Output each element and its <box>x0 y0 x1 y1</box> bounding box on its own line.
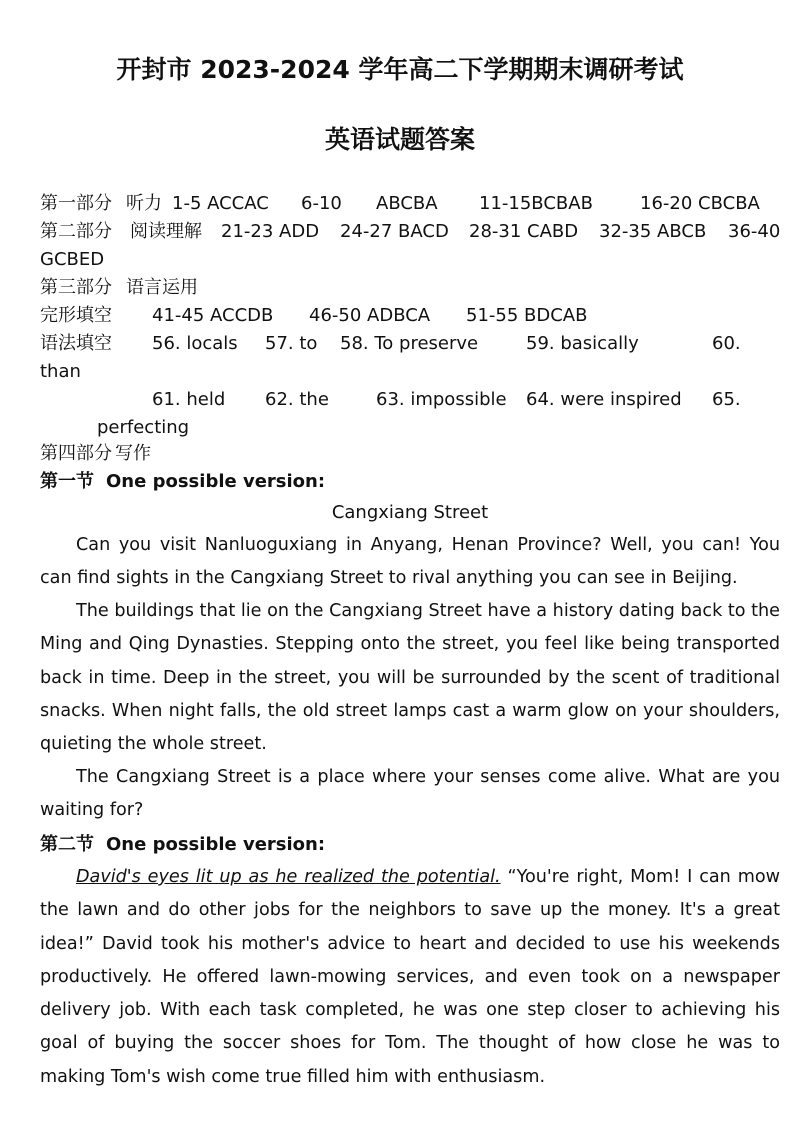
part2-group: 36-40 <box>728 221 781 242</box>
page-subtitle: 英语试题答案 <box>324 125 475 154</box>
grammar-answer: 61. held <box>152 389 226 410</box>
cloze-group: 46-50 ADBCA <box>309 305 431 326</box>
grammar-answer: 58. To preserve <box>340 333 479 354</box>
grammar-answer: 56. locals <box>152 333 238 354</box>
essay-paragraph: The Cangxiang Street is a place where your senses come alive. What are you waiting for? <box>40 767 780 821</box>
grammar-wrap: than <box>40 361 81 382</box>
section1-heading: One possible version: <box>106 471 326 492</box>
part1-group: 11-15BCBAB <box>479 193 593 214</box>
cloze-label: 完形填空 <box>40 305 112 326</box>
continuation-body: “You're right, Mom! I can mow the lawn and do other jobs for the neighbors to save up the money. It's a great idea!” David took his mother's advice to heart and decided to use his weekends productively. He offered lawn-mowing services, and even took on a newspaper delivery job. With each task completed, he was one step closer to achieving his goal of buying the soccer shoes for Tom. The thought of how close he was to making Tom's wish come true filled him with enthusiasm. <box>40 867 781 1087</box>
grammar-answer: 57. to <box>265 333 318 354</box>
part2-name: 阅读理解 <box>130 221 202 242</box>
part2-group: 28-31 CABD <box>469 221 579 242</box>
essay-paragraph: The buildings that lie on the Cangxiang Street have a history dating back to the Ming and Qing Dynasties. Stepping onto the street, you feel like being transported back in time. Deep in the street, you will be surrounded by the scent of traditional snacks. When night falls, the old street lamps cast a warm glow on your shoulders, quieting the whole street. <box>40 601 780 755</box>
grammar-answer: 60. <box>712 333 741 354</box>
part2-group: 32-35 ABCB <box>599 221 707 242</box>
grammar-answer: 62. the <box>265 389 329 410</box>
part2-wrap: GCBED <box>40 249 105 270</box>
section1-label: 第一节 <box>40 471 94 492</box>
part4-label: 第四部分 <box>40 443 112 464</box>
part3-label: 第三部分 <box>40 277 112 298</box>
part1-group: 16-20 CBCBA <box>640 193 760 214</box>
part3-name: 语言运用 <box>126 277 198 298</box>
continuation-paragraph <box>40 861 780 1094</box>
cloze-group: 51-55 BDCAB <box>466 305 588 326</box>
given-first-sentence: David's eyes lit up as he realized the potential. <box>76 867 501 887</box>
grammar-wrap: perfecting <box>97 417 190 438</box>
essay-title: Cangxiang Street <box>331 502 489 523</box>
grammar-answer: 65. <box>712 389 741 410</box>
part4-name: 写作 <box>115 443 151 464</box>
page-title: 开封市 2023-2024 学年高二下学期期末调研考试 <box>116 55 684 84</box>
section2-heading: One possible version: <box>106 834 326 855</box>
part2-group: 21-23 ADD <box>221 221 320 242</box>
part2-group: 24-27 BACD <box>340 221 449 242</box>
grammar-answer: 59. basically <box>526 333 639 354</box>
essay-paragraph: Can you visit Nanluoguxiang in Anyang, Henan Province? Well, you can! You can find sights in the Cangxiang Street to rival anything you can see in Beijing. <box>40 535 780 589</box>
grammar-answer: 63. impossible <box>376 389 507 410</box>
part1-group: 1-5 ACCAC <box>172 193 269 214</box>
part1-group: ABCBA <box>376 193 438 214</box>
grammar-answer: 64. were inspired <box>526 389 682 410</box>
part1-group: 6-10 <box>301 193 342 214</box>
part2-label: 第二部分 <box>40 221 112 242</box>
grammar-label: 语法填空 <box>40 333 112 354</box>
part1-label: 第一部分 <box>40 193 112 214</box>
cloze-group: 41-45 ACCDB <box>152 305 274 326</box>
section2-label: 第二节 <box>40 834 94 855</box>
part1-name: 听力 <box>126 193 162 214</box>
